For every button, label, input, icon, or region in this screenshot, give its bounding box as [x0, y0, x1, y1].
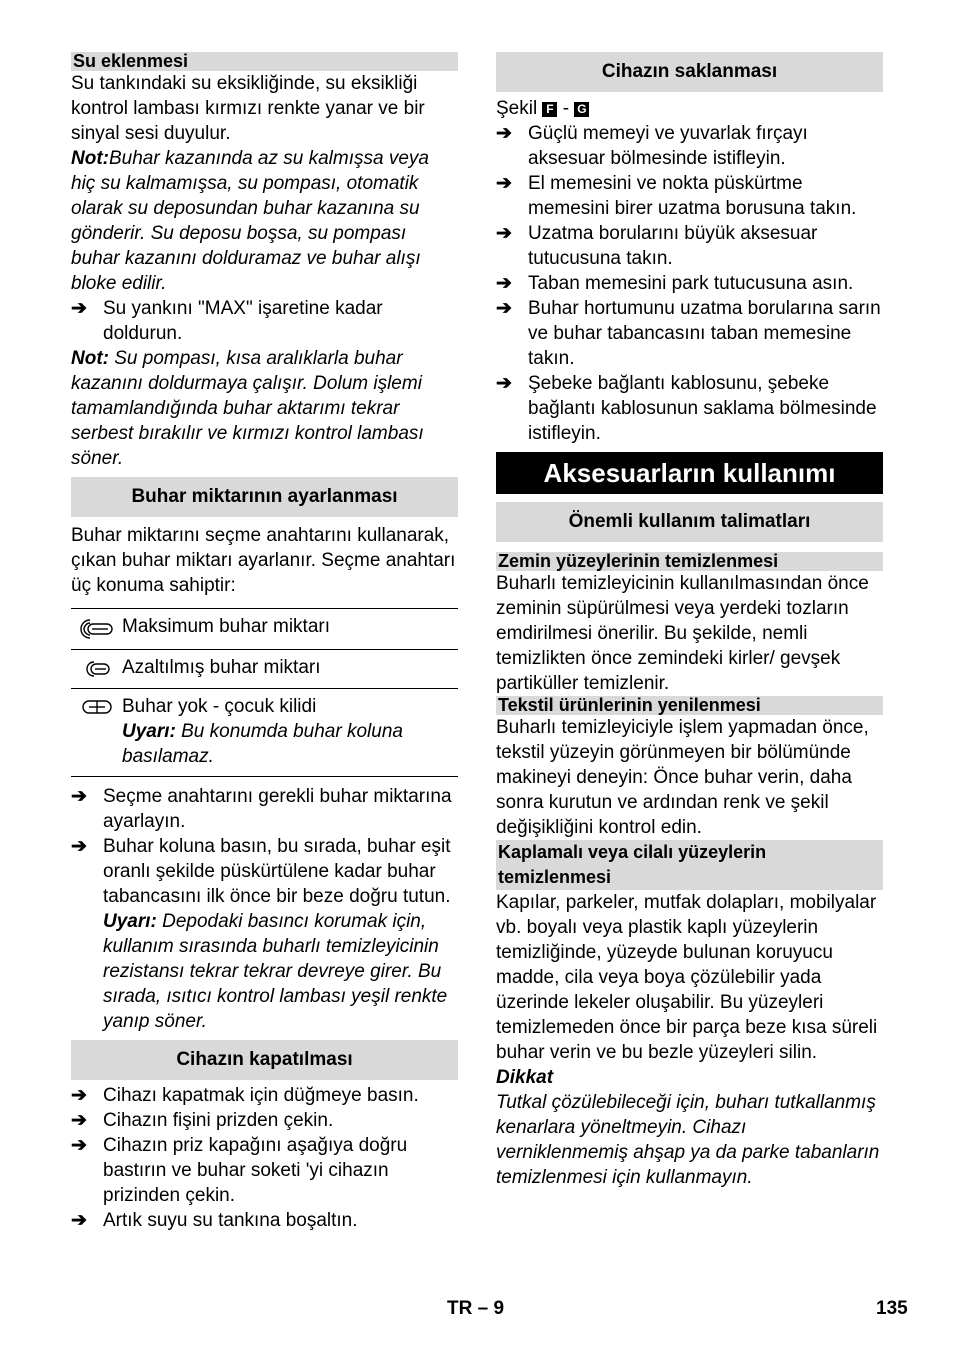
- table-row: [71, 689, 458, 777]
- arrow-right-icon: ➔: [496, 173, 512, 194]
- note-text: Buhar kazanında az su kalmışsa veya hiç su kalmamışsa, su pompası, otomatik olarak su deposundan buhar kazanına su gönderir. Su deposu boşsa, su pompası buhar kazanını dolduramaz ve buhar alışı bloke edilir.: [71, 148, 429, 294]
- arrow-right-icon: ➔: [496, 223, 512, 244]
- page-number: 135: [876, 1298, 908, 1319]
- warning-text: Bu konumda buhar koluna basılamaz.: [122, 721, 403, 767]
- cell-text: Buhar yok - çocuk kilidi: [122, 696, 317, 717]
- caution-label: Dikkat: [496, 1067, 554, 1088]
- instruction-step: [71, 1083, 458, 1108]
- figure-dash: -: [562, 98, 570, 119]
- warning: [103, 911, 447, 1032]
- arrow-right-icon: ➔: [71, 1085, 87, 1106]
- step-text: Seçme anahtarını gerekli buhar miktarına ayarlayın.: [103, 786, 452, 832]
- step-text: El memesini ve nokta püskürtme memesini birer uzatma borusuna takın.: [528, 173, 857, 219]
- instruction-step: [71, 784, 458, 834]
- max-steam-icon: [71, 614, 122, 642]
- step-text: Cihazı kapatmak için düğmeye basın.: [103, 1085, 419, 1106]
- paragraph: Kapılar, parkeler, mutfak dolapları, mobilyalar vb. boyalı veya plastik kaplı yüzeylerin temizliğinde, yüzeyde bulunan koruyucu madde, cila veya boya çözülebilir yada üzerinde lekeler oluşabilir. Bu yüzeyleri temizlemeden önce bir parça beze kısa süreli buhar verin ve bu bezle yüzeyleri silin.: [496, 892, 878, 1063]
- paragraph: Buharlı temizleyiciyle işlem yapmadan önce, tekstil yüzeyin görünmeyen bir bölümünde makineyi deneyin: Önce buhar verin, daha sonra kurutun ve ardından renk ve şekil değişikliğini kontrol edin.: [496, 717, 869, 838]
- step-text: Cihazın priz kapağını aşağıya doğru bastırın ve buhar soketi 'yi cihazın prizinden çekin.: [103, 1135, 408, 1206]
- paragraph: Buhar miktarını seçme anahtarını kullanarak, çıkan buhar miktarı ayarlanır. Seçme anahtarı üç konuma sahiptir:: [71, 525, 456, 596]
- instruction-step: [71, 1108, 458, 1133]
- warning-label: Uyarı:: [122, 721, 176, 742]
- note: [71, 146, 458, 296]
- step-text: Uzatma borularını büyük aksesuar tutucusuna takın.: [528, 223, 818, 269]
- paragraph: Buharlı temizleyicinin kullanılmasından önce zeminin süpürülmesi veya yerdeki tozların emdirilmesi önerilir. Bu şekilde, nemli temizlikten önce zemindeki kirler/ gevşek partiküller temizlenir.: [496, 573, 869, 694]
- figure-letter-f: F: [542, 102, 557, 117]
- right-column: [496, 52, 883, 1190]
- instruction-step: [496, 371, 883, 446]
- step-text: Buhar koluna basın, bu sırada, buhar eşit oranlı şekilde püskürtülene kadar buhar tabancasını ilk önce bir beze doğru tutun.: [103, 836, 451, 907]
- step-text: Taban memesini park tutucusuna asın.: [528, 273, 854, 294]
- instruction-list: [496, 121, 883, 446]
- note-label: Not:: [71, 148, 109, 169]
- arrow-right-icon: ➔: [71, 786, 87, 807]
- arrow-right-icon: ➔: [71, 298, 87, 319]
- subheading-kaplamali: Kaplamalı veya cilalı yüzeylerin temizlenmesi: [496, 840, 883, 890]
- instruction-step: [71, 296, 458, 346]
- caution-text: Tutkal çözülebileceği için, buharı tutkallanmış kenarlara yöneltmeyin. Cihazı verniklenmemiş ahşap ya da parke tabanların temizlenmesi için kullanmayın.: [496, 1092, 880, 1188]
- step-text: Güçlü memeyi ve yuvarlak fırçayı aksesuar bölmesinde istifleyin.: [528, 123, 808, 169]
- arrow-right-icon: ➔: [71, 1135, 87, 1156]
- instruction-list: [71, 784, 458, 1034]
- arrow-right-icon: ➔: [496, 373, 512, 394]
- table-row: [71, 650, 458, 689]
- step-text: Cihazın fişini prizden çekin.: [103, 1110, 334, 1131]
- subheading-tekstil: Tekstil ürünlerinin yenilenmesi: [496, 696, 883, 715]
- arrow-right-icon: ➔: [496, 123, 512, 144]
- section-heading-buhar-miktari: Buhar miktarının ayarlanması: [71, 477, 458, 517]
- figure-reference: [496, 96, 883, 121]
- section-heading-onemli: Önemli kullanım talimatları: [496, 502, 883, 542]
- arrow-right-icon: ➔: [496, 273, 512, 294]
- instruction-list: [71, 1083, 458, 1233]
- instruction-step: [71, 1208, 458, 1233]
- step-text: Artık suyu su tankına boşaltın.: [103, 1210, 358, 1231]
- subheading-zemin: Zemin yüzeylerinin temizlenmesi: [496, 552, 883, 571]
- instruction-step: [496, 296, 883, 371]
- section-heading-kapatilmasi: Cihazın kapatılması: [71, 1040, 458, 1080]
- footer-section-label: TR – 9: [447, 1298, 505, 1319]
- instruction-step: [496, 121, 883, 171]
- arrow-right-icon: ➔: [71, 1210, 87, 1231]
- arrow-right-icon: ➔: [496, 298, 512, 319]
- table-cell: Maksimum buhar miktarı: [122, 616, 330, 637]
- table-row: [71, 609, 458, 650]
- instruction-step: [496, 221, 883, 271]
- step-text: Buhar hortumunu uzatma borularına sarın ve buhar tabancasını taban memesine takın.: [528, 298, 881, 369]
- instruction-step: [71, 1133, 458, 1208]
- note-label: Not:: [71, 348, 109, 369]
- child-lock-icon: [71, 694, 122, 769]
- instruction-step: [496, 271, 883, 296]
- chapter-title-bar: Aksesuarların kullanımı: [496, 452, 883, 494]
- figure-letter-g: G: [574, 102, 589, 117]
- instruction-step: [496, 171, 883, 221]
- steam-settings-table: [71, 608, 458, 777]
- note: [71, 346, 458, 471]
- paragraph: Su tankındaki su eksikliğinde, su eksikliği kontrol lambası kırmızı renkte yanar ve bir sinyal sesi duyulur.: [71, 73, 425, 144]
- instruction-step: [71, 834, 458, 1034]
- figure-label: Şekil: [496, 98, 538, 119]
- note-text: Su pompası, kısa aralıklarla buhar kazanını doldurmaya çalışır. Dolum işlemi tamamlandığında buhar aktarımı tekrar serbest bırakılır ve kırmızı kontrol lambası söner.: [71, 348, 424, 469]
- section-heading-saklanmasi: Cihazın saklanması: [496, 52, 883, 92]
- warning: [122, 721, 403, 767]
- table-cell: [122, 694, 458, 769]
- arrow-right-icon: ➔: [71, 1110, 87, 1131]
- warning-text: Depodaki basıncı korumak için, kullanım sırasında buharlı temizleyicinin rezistansı tekrar tekrar devreye girer. Bu sırada, ısıtıcı kontrol lambası yeşil renkte yanıp söner.: [103, 911, 448, 1032]
- subheading-su-eklenmesi: Su eklenmesi: [71, 52, 458, 71]
- reduced-steam-icon: [71, 655, 122, 681]
- step-text: Su yankını "MAX" işaretine kadar doldurun.: [103, 298, 383, 344]
- table-cell: Azaltılmış buhar miktarı: [122, 657, 321, 678]
- left-column: [71, 52, 458, 1233]
- arrow-right-icon: ➔: [71, 836, 87, 857]
- step-text: Şebeke bağlantı kablosunu, şebeke bağlantı kablosunun saklama bölmesinde istifleyin.: [528, 373, 877, 444]
- warning-label: Uyarı:: [103, 911, 157, 932]
